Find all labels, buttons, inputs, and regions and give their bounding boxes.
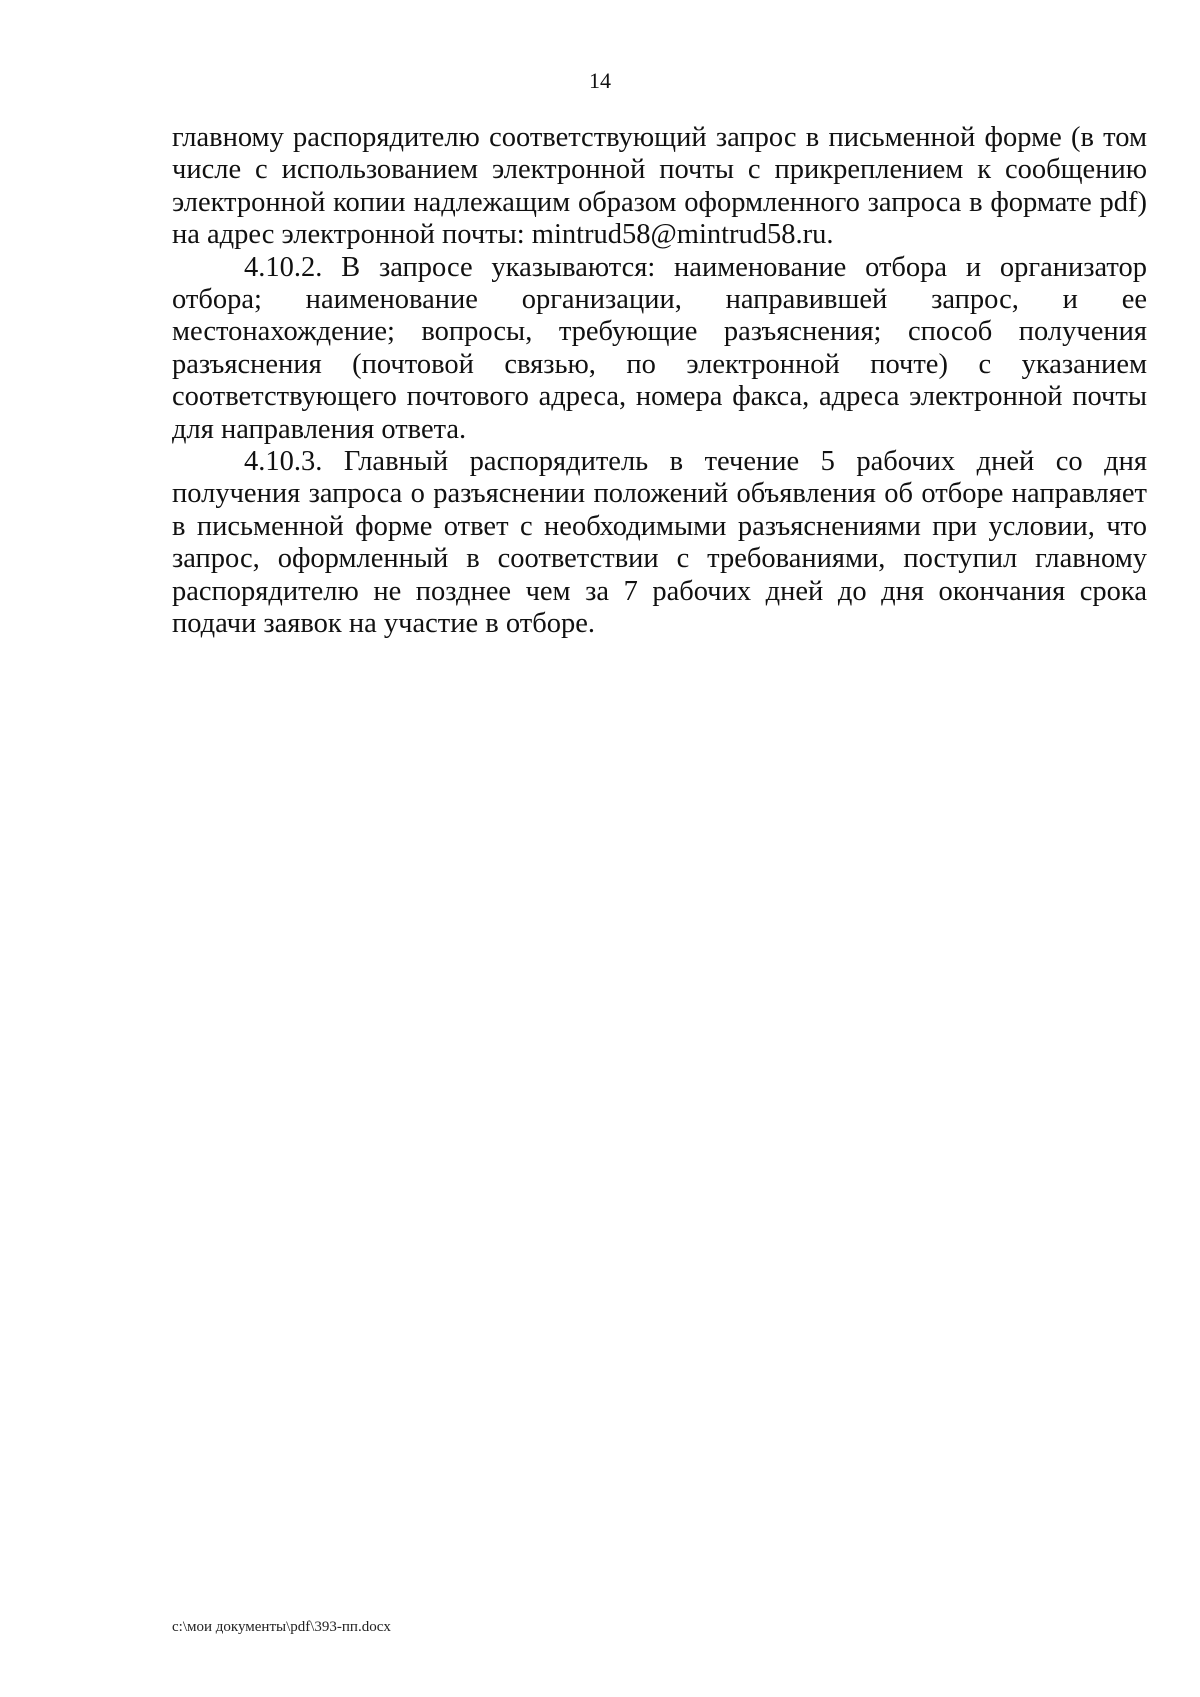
paragraph-continuation: главному распорядителю соответствующий запрос в письменной форме (в том числе с использованием электронной почты с прикреплением к сообщению электронной копии надлежащим образом оформленного запроса в формате pdf) на адрес электронной почты: mintrud58@mintrud58.ru.: [172, 122, 1147, 251]
page-number: 14: [589, 68, 611, 93]
footer-file-path: c:\мои документы\pdf\393-пп.docx: [172, 1619, 391, 1635]
paragraph-4-10-3: 4.10.3. Главный распорядитель в течение 5 рабочих дней со дня получения запроса о разъяснении положений объявления об отборе направляет в письменной форме ответ с необходимыми разъяснениями при условии, что запрос, оформленный в соответствии с требованиями, поступил главному распорядителю не позднее чем за 7 рабочих дней до дня окончания срока подачи заявок на участие в отборе.: [172, 446, 1147, 640]
paragraph-4-10-2: 4.10.2. В запросе указываются: наименование отбора и организатор отбора; наименование организации, направившей запрос, и ее местонахождение; вопросы, требующие разъяснения; способ получения разъяснения (почтовой связью, по электронной почте) с указанием соответствующего почтового адреса, номера факса, адреса электронной почты для направления ответа.: [172, 251, 1147, 445]
document-body: [172, 122, 1147, 641]
